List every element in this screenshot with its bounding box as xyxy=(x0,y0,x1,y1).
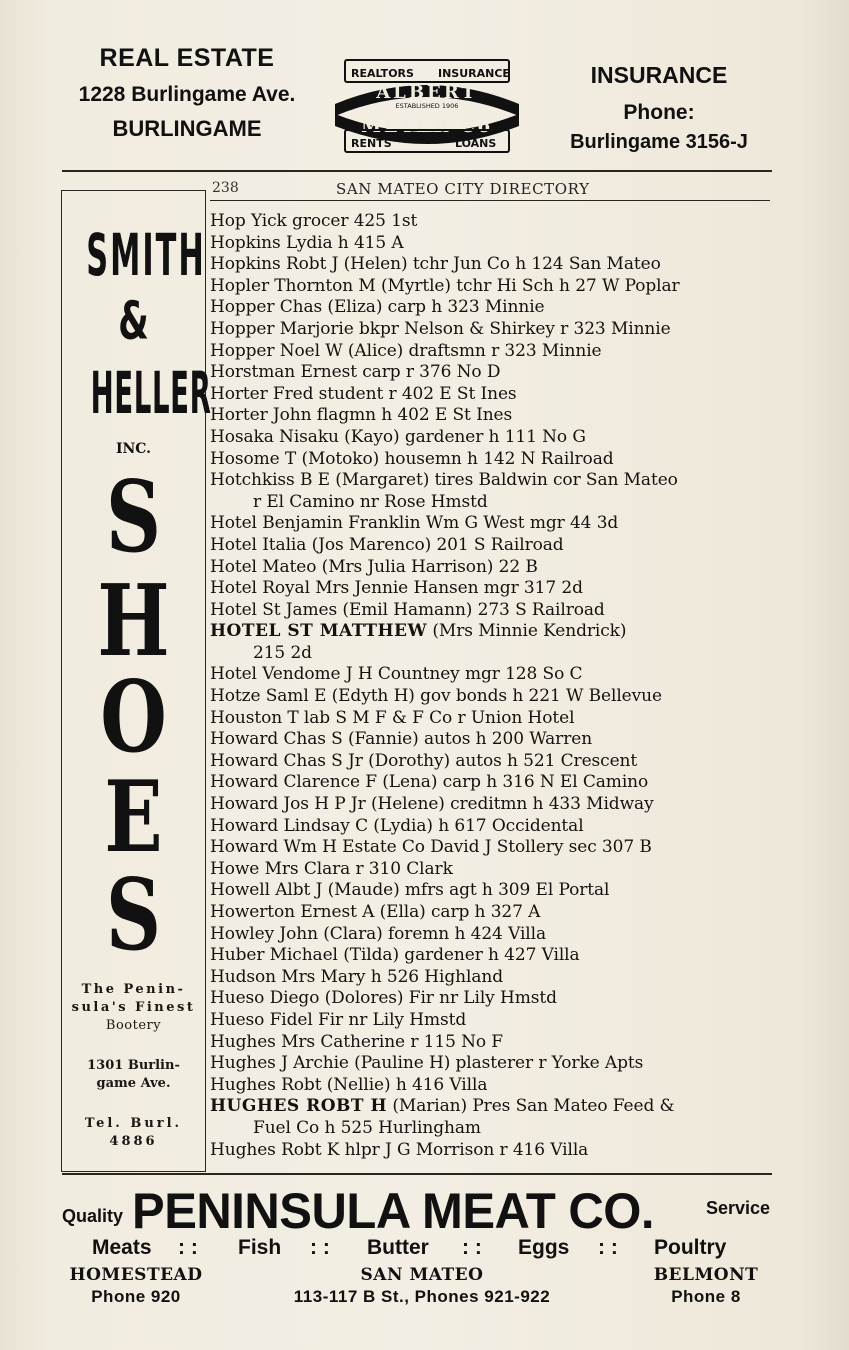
directory-entry xyxy=(210,341,780,363)
ad-tagline-line1: The Penin- xyxy=(81,982,186,997)
directory-entry xyxy=(210,772,780,794)
logo-realtors: REALTORS xyxy=(351,67,414,80)
footer-service: Service xyxy=(705,1198,770,1218)
directory-entry xyxy=(210,751,780,773)
entry-continuation: r El Camino nr Rose Hmstd xyxy=(253,491,488,512)
entry-text: Hughes Robt K hlpr J G Morrison r 416 Villa xyxy=(210,1139,589,1160)
logo-established: ESTABLISHED 1906 xyxy=(395,102,459,110)
ad-telephone-number: 4886 xyxy=(109,1134,158,1149)
footer-item-eggs: Eggs xyxy=(518,1236,570,1259)
directory-entry xyxy=(210,513,780,535)
footer-location-name: BELMONT xyxy=(653,1265,759,1285)
entry-text: Hotel Royal Mrs Jennie Hansen mgr 317 2d xyxy=(210,578,583,599)
ad-address-line2: game Ave. xyxy=(96,1076,171,1091)
directory-entry xyxy=(210,470,780,513)
directory-entry xyxy=(210,1010,780,1032)
ad-letter-h: H xyxy=(97,564,170,679)
footer-item-poultry: Poultry xyxy=(654,1236,727,1259)
ad-letter-o: O xyxy=(100,660,167,775)
footer-location-belmont xyxy=(632,1264,780,1308)
footer-location-phone: Phone 920 xyxy=(91,1287,181,1306)
entry-text: Horstman Ernest carp r 376 No D xyxy=(210,362,501,383)
ad-brand-inc: INC. xyxy=(115,441,152,457)
smith-heller-shoes-ad xyxy=(61,190,212,1172)
directory-entry xyxy=(210,837,780,859)
footer-location-phone: Phone 8 xyxy=(671,1287,741,1306)
peninsula-meat-ad xyxy=(62,1183,772,1239)
entry-text: Hosome T (Motoko) housemn h 142 N Railroad xyxy=(210,448,614,469)
logo-loans: LOANS xyxy=(455,137,497,150)
entry-text: Houston T lab S M F & F Co r Union Hotel xyxy=(210,707,575,728)
entry-text: Hueso Diego (Dolores) Fir nr Lily Hmstd xyxy=(210,988,557,1009)
footer-item-butter: Butter xyxy=(367,1236,429,1259)
entry-bold-heading: HOTEL ST MATTHEW xyxy=(210,621,428,642)
header-rule xyxy=(62,170,772,172)
title-rule xyxy=(210,200,770,201)
ad-tagline xyxy=(62,981,205,1035)
ad-letter-e: E xyxy=(104,760,163,875)
directory-entry xyxy=(210,621,780,664)
directory-entry xyxy=(210,557,780,579)
directory-entry xyxy=(210,1096,780,1139)
directory-listings xyxy=(210,211,780,1161)
footer-location-name: SAN MATEO xyxy=(360,1265,484,1285)
ad-tagline-line3: Bootery xyxy=(105,1018,162,1033)
footer-location-homestead xyxy=(62,1264,210,1308)
entry-text: Howard Chas S Jr (Dorothy) autos h 521 Crescent xyxy=(210,750,638,771)
ad-telephone xyxy=(62,1115,205,1151)
entry-text: Hopkins Robt J (Helen) tchr Jun Co h 124 San Mateo xyxy=(210,254,661,275)
entry-continuation: Fuel Co h 525 Hurlingham xyxy=(253,1117,481,1138)
insurance-phone-label: Phone: xyxy=(623,101,695,124)
logo-albert: ALBERT xyxy=(376,82,478,103)
entry-text: Hudson Mrs Mary h 526 Highland xyxy=(210,966,504,987)
entry-text: Howard Clarence F (Lena) carp h 316 N El Camino xyxy=(210,772,649,793)
entry-text: Hop Yick grocer 425 1st xyxy=(210,211,418,231)
directory-entry xyxy=(210,319,780,341)
entry-text: Hughes J Archie (Pauline H) plasterer r Yorke Apts xyxy=(210,1053,644,1074)
ad-brand-ampersand: & xyxy=(118,291,149,353)
ad-brand-smith: SMITH xyxy=(86,221,206,289)
entry-text: Howard Wm H Estate Co David J Stollery sec 307 B xyxy=(210,837,652,858)
entry-text: (Marian) Pres San Mateo Feed & xyxy=(387,1096,675,1117)
running-title: SAN MATEO CITY DIRECTORY xyxy=(336,180,590,198)
entry-text: Hopper Marjorie bkpr Nelson & Shirkey r 323 Minnie xyxy=(210,318,671,339)
directory-entry xyxy=(210,729,780,751)
directory-entry xyxy=(210,254,780,276)
entry-text: Howard Jos H P Jr (Helene) creditmn h 433 Midway xyxy=(210,794,654,815)
footer-item-fish: Fish xyxy=(238,1236,282,1259)
entry-text: Huber Michael (Tilda) gardener h 427 Villa xyxy=(210,945,580,966)
insurance-heading: INSURANCE xyxy=(590,62,728,88)
ad-letter-s: S xyxy=(105,460,162,575)
entry-text: Howe Mrs Clara r 310 Clark xyxy=(210,858,453,879)
footer-separator: : : xyxy=(310,1236,330,1259)
real-estate-city: BURLINGAME xyxy=(112,116,262,141)
directory-entry xyxy=(210,880,780,902)
entry-text: Hopper Chas (Eliza) carp h 323 Minnie xyxy=(210,297,545,318)
directory-entry xyxy=(210,405,780,427)
ad-address-line1: 1301 Burlin- xyxy=(87,1058,180,1073)
directory-entry xyxy=(210,600,780,622)
entry-text: Hotchkiss B E (Margaret) tires Baldwin cor San Mateo xyxy=(210,470,678,491)
footer-location-san-mateo xyxy=(262,1264,582,1308)
entry-text: Hotel Benjamin Franklin Wm G West mgr 44 3d xyxy=(210,513,619,534)
footer-location-phone: 113-117 B St., Phones 921-922 xyxy=(293,1287,551,1306)
real-estate-address: 1228 Burlingame Ave. xyxy=(78,83,296,106)
entry-text: Hopkins Lydia h 415 A xyxy=(210,232,404,253)
entry-continuation: 215 2d xyxy=(253,642,312,663)
footer-separator: : : xyxy=(178,1236,198,1259)
directory-entry xyxy=(210,384,780,406)
entry-text: Howell Albt J (Maude) mfrs agt h 309 El Portal xyxy=(210,880,610,901)
footer-company-name: PENINSULA MEAT CO. xyxy=(132,1183,655,1239)
albert-meyer-logo xyxy=(333,58,521,154)
entry-text: Hotel Italia (Jos Marenco) 201 S Railroad xyxy=(210,534,564,555)
directory-entry xyxy=(210,902,780,924)
directory-entry xyxy=(210,816,780,838)
directory-entry xyxy=(210,427,780,449)
directory-entry xyxy=(210,1053,780,1075)
entry-text: Hughes Mrs Catherine r 115 No F xyxy=(210,1031,504,1052)
real-estate-ad xyxy=(56,42,318,142)
entry-text: Hotel Mateo (Mrs Julia Harrison) 22 B xyxy=(210,556,538,577)
logo-insurance: INSURANCE xyxy=(438,67,510,80)
directory-entry xyxy=(210,1140,780,1162)
directory-entry xyxy=(210,945,780,967)
ad-letter-s-final: S xyxy=(105,858,162,973)
directory-entry xyxy=(210,535,780,557)
entry-text: Howard Lindsay C (Lydia) h 617 Occidental xyxy=(210,815,584,836)
entry-text: (Mrs Minnie Kendrick) xyxy=(427,621,627,642)
directory-entry xyxy=(210,1075,780,1097)
directory-entry xyxy=(210,859,780,881)
directory-entry xyxy=(210,794,780,816)
entry-bold-heading: HUGHES ROBT H xyxy=(210,1096,388,1117)
entry-text: Hotel Vendome J H Countney mgr 128 So C xyxy=(210,664,583,685)
entry-text: Hueso Fidel Fir nr Lily Hmstd xyxy=(210,1009,467,1030)
footer-item-meats: Meats xyxy=(92,1236,152,1259)
page-number: 238 xyxy=(212,180,239,196)
entry-text: Hotel St James (Emil Hamann) 273 S Railroad xyxy=(210,599,605,620)
real-estate-heading: REAL ESTATE xyxy=(99,44,275,72)
insurance-ad xyxy=(548,62,770,154)
footer-location-name: HOMESTEAD xyxy=(69,1265,203,1285)
entry-text: Hopler Thornton M (Myrtle) tchr Hi Sch h 27 W Poplar xyxy=(210,275,680,296)
entry-text: Horter John flagmn h 402 E St Ines xyxy=(210,405,513,426)
directory-entry xyxy=(210,924,780,946)
directory-entry xyxy=(210,297,780,319)
ad-address xyxy=(62,1057,205,1093)
logo-rents: RENTS xyxy=(351,137,392,150)
entry-text: Howerton Ernest A (Ella) carp h 327 A xyxy=(210,902,541,922)
directory-entry xyxy=(210,233,780,255)
directory-entry xyxy=(210,1032,780,1054)
entry-text: Hughes Robt (Nellie) h 416 Villa xyxy=(210,1074,488,1095)
entry-text: Howley John (Clara) foremn h 424 Villa xyxy=(210,923,546,944)
ad-brand-heller: HELLER xyxy=(90,359,212,427)
ad-telephone-label: Tel. Burl. xyxy=(84,1116,183,1131)
entry-text: Hosaka Nisaku (Kayo) gardener h 111 No G xyxy=(210,426,586,447)
directory-entry xyxy=(210,708,780,730)
insurance-phone: Burlingame 3156-J xyxy=(570,131,748,153)
logo-meyer: MEYER Co xyxy=(361,116,493,137)
directory-entry xyxy=(210,449,780,471)
directory-entry xyxy=(210,664,780,686)
footer-rule xyxy=(62,1173,772,1175)
directory-entry xyxy=(210,988,780,1010)
directory-entry xyxy=(210,967,780,989)
entry-text: Hotze Saml E (Edyth H) gov bonds h 221 W Bellevue xyxy=(210,686,662,707)
footer-quality: Quality xyxy=(62,1206,124,1226)
directory-entry xyxy=(210,211,780,233)
entry-text: Hopper Noel W (Alice) draftsmn r 323 Minnie xyxy=(210,340,602,361)
entry-text: Horter Fred student r 402 E St Ines xyxy=(210,383,517,404)
footer-separator: : : xyxy=(598,1236,618,1259)
directory-entry xyxy=(210,686,780,708)
ad-tagline-line2: sula's Finest xyxy=(71,1000,196,1015)
directory-entry xyxy=(210,276,780,298)
entry-text: Howard Chas S (Fannie) autos h 200 Warren xyxy=(210,729,593,750)
directory-entry xyxy=(210,578,780,600)
footer-separator: : : xyxy=(462,1236,482,1259)
directory-entry xyxy=(210,362,780,384)
